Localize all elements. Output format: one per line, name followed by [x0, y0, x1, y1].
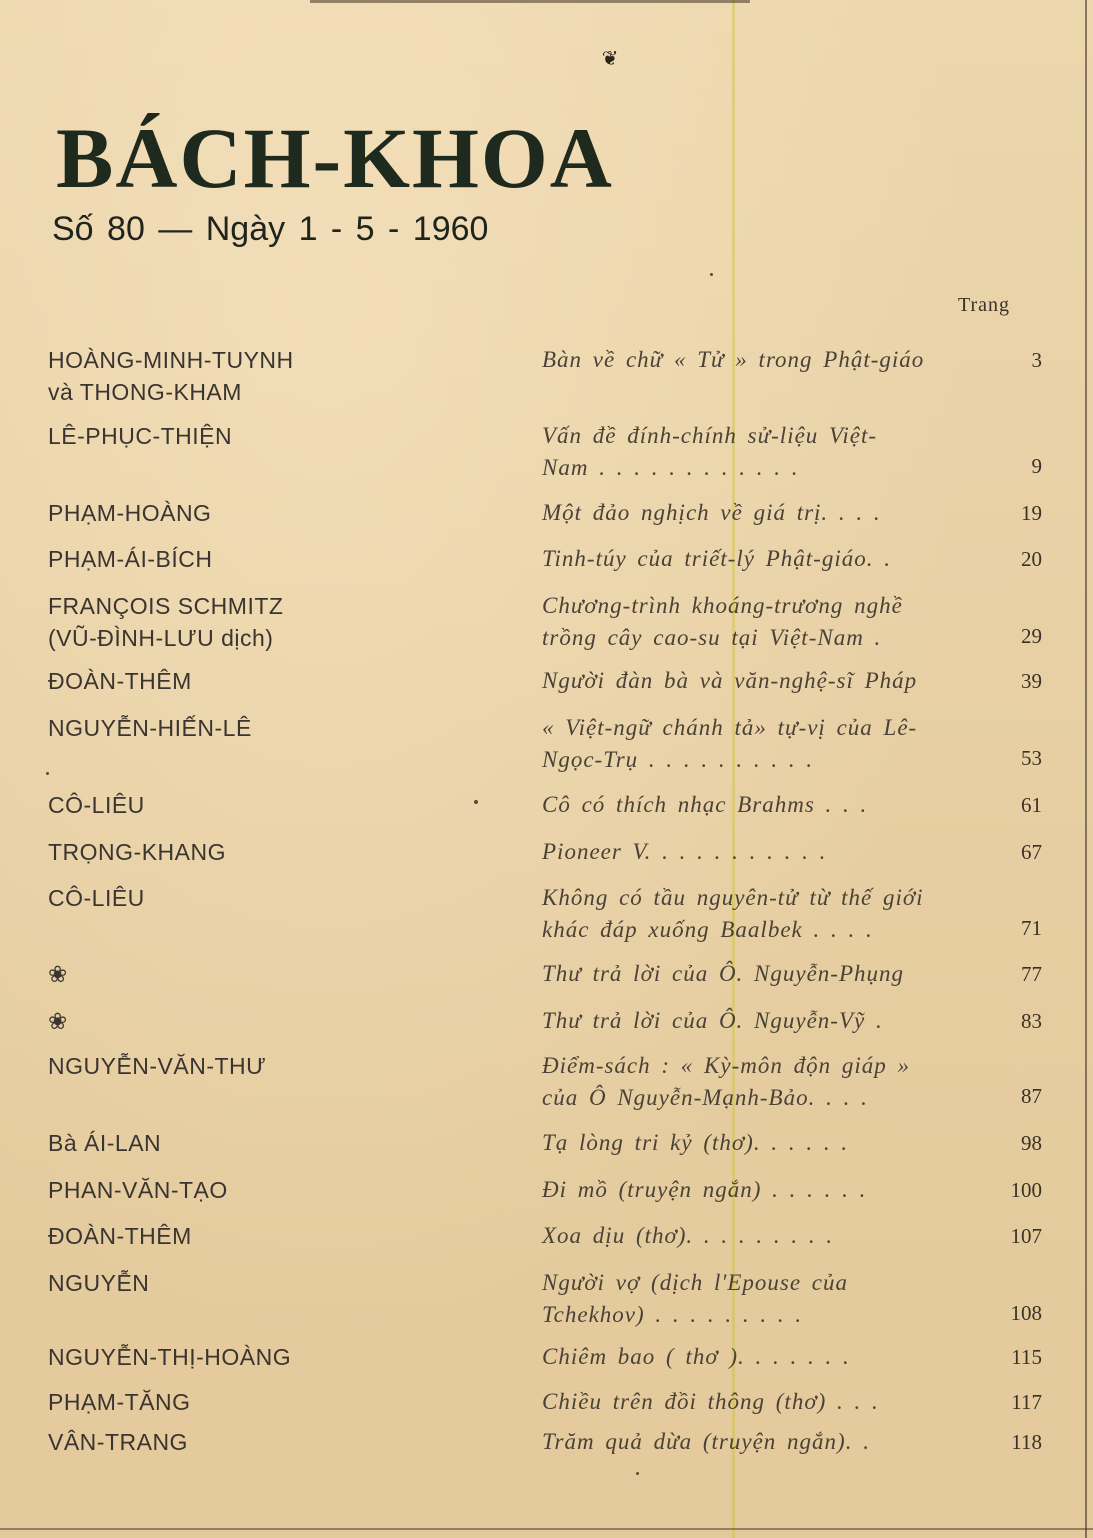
- toc-author: [48, 1386, 488, 1418]
- toc-row: [0, 543, 1093, 591]
- toc-article-title: [542, 420, 982, 484]
- toc-author: [48, 958, 488, 990]
- toc-row: [0, 712, 1093, 772]
- paper-speck: [474, 800, 478, 804]
- toc-title-line1: Người vợ (dịch l'Epouse của: [542, 1270, 849, 1295]
- toc-article-title: [542, 1386, 982, 1418]
- header-ornament-icon: ❦: [601, 46, 619, 70]
- toc-author-line1: HOÀNG-MINH-TUYNH: [48, 347, 294, 373]
- toc-author-line2: (VŨ-ĐÌNH-LƯU dịch): [48, 625, 274, 651]
- paper-speck: [46, 772, 49, 775]
- toc-page-number: 107: [1010, 1224, 1042, 1248]
- toc-author: [48, 590, 488, 654]
- toc-author: [48, 836, 488, 868]
- toc-row: [0, 665, 1093, 713]
- toc-author-line1: PHẠM-TĂNG: [48, 1389, 191, 1415]
- toc-article-title: [542, 882, 982, 946]
- toc-row: [0, 1050, 1093, 1110]
- toc-page-number: 100: [1010, 1178, 1042, 1202]
- toc-author: [48, 882, 488, 914]
- toc-page-number: 98: [1021, 1131, 1042, 1155]
- toc-author-line1: Bà ÁI-LAN: [48, 1130, 162, 1156]
- toc-author: [48, 543, 488, 575]
- toc-author-line1: NGUYỄN: [48, 1270, 150, 1296]
- toc-author-line1: LÊ-PHỤC-THIỆN: [48, 423, 233, 449]
- toc-title-line1: « Việt-ngữ chánh tả» tự-vị của Lê-: [542, 715, 918, 740]
- toc-row: [0, 789, 1093, 837]
- toc-row: [0, 836, 1093, 884]
- toc-page-number: 61: [1021, 793, 1042, 817]
- toc-page-number: 117: [1011, 1390, 1042, 1414]
- toc-author-line1: FRANÇOIS SCHMITZ: [48, 593, 284, 619]
- toc-author-line1: TRỌNG-KHANG: [48, 839, 226, 865]
- toc-author: [48, 1050, 488, 1082]
- toc-page-number: 77: [1021, 962, 1042, 986]
- toc-author-line1: CÔ-LIÊU: [48, 792, 145, 818]
- toc-article-title: [542, 958, 982, 990]
- toc-author: [48, 1127, 488, 1159]
- toc-article-title: [542, 1341, 982, 1373]
- toc-author-line1: NGUYỄN-THỊ-HOÀNG: [48, 1344, 292, 1370]
- toc-author: [48, 1220, 488, 1252]
- paper-speck: [710, 273, 713, 276]
- toc-article-title: [542, 665, 982, 697]
- issue-line: Số 80 — Ngày 1 - 5 - 1960: [52, 210, 489, 248]
- paper-speck: [636, 1472, 639, 1475]
- toc-author-line1: ❀: [48, 1008, 68, 1034]
- toc-author-line1: PHAN-VĂN-TẠO: [48, 1177, 228, 1203]
- toc-author: [48, 497, 488, 529]
- toc-row: [0, 344, 1093, 405]
- toc-article-title: [542, 712, 982, 776]
- toc-page-number: 29: [1021, 624, 1042, 648]
- toc-author-line1: VÂN-TRANG: [48, 1429, 188, 1455]
- toc-article-title: [542, 1220, 982, 1252]
- toc-row: [0, 882, 1093, 942]
- magazine-title: BÁCH-KHOA: [56, 110, 614, 206]
- toc-title-line1: Đi mồ (truyện ngắn) . . . . . .: [542, 1177, 867, 1202]
- toc-author-line2: và THONG-KHAM: [48, 379, 242, 405]
- toc-title-line2: Tchekhov) . . . . . . . . .: [542, 1302, 803, 1327]
- toc-page-number: 67: [1021, 840, 1042, 864]
- toc-page-number: 9: [1031, 454, 1042, 478]
- toc-page-number: 53: [1021, 746, 1042, 770]
- toc-page-number: 87: [1021, 1084, 1042, 1108]
- toc-author: [48, 1174, 488, 1206]
- toc-author-line1: ĐOÀN-THÊM: [48, 1223, 192, 1249]
- toc-title-line1: Thư trả lời của Ô. Nguyễn-Phụng: [542, 961, 905, 986]
- toc-article-title: [542, 1127, 982, 1159]
- toc-title-line1: Trăm quả dừa (truyện ngắn). .: [542, 1429, 870, 1454]
- toc-row: [0, 1220, 1093, 1268]
- toc-article-title: [542, 1174, 982, 1206]
- toc-author: [48, 712, 488, 744]
- toc-title-line1: Chiêm bao ( thơ ). . . . . . .: [542, 1344, 850, 1369]
- toc-title-line1: Thư trả lời của Ô. Nguyễn-Vỹ .: [542, 1008, 883, 1033]
- toc-article-title: [542, 1267, 982, 1331]
- toc-row: [0, 1127, 1093, 1175]
- toc-article-title: [542, 1050, 982, 1114]
- toc-author: [48, 1267, 488, 1299]
- toc-author: [48, 1005, 488, 1037]
- page-column-label: Trang: [958, 294, 1011, 316]
- toc-title-line1: Chương-trình khoáng-trương nghề: [542, 593, 903, 618]
- toc-title-line1: Tinh-túy của triết-lý Phật-giáo. .: [542, 546, 891, 571]
- toc-page-number: 108: [1010, 1301, 1042, 1325]
- toc-title-line1: Pioneer V. . . . . . . . . . .: [542, 839, 827, 864]
- toc-row: [0, 1174, 1093, 1222]
- toc-title-line2: trồng cây cao-su tại Việt-Nam .: [542, 625, 882, 650]
- toc-title-line1: Vấn đề đính-chính sử-liệu Việt-: [542, 423, 878, 448]
- toc-row: [0, 420, 1093, 480]
- toc-row: [0, 1426, 1093, 1474]
- toc-row: [0, 958, 1093, 1006]
- toc-author-line1: NGUYỄN-VĂN-THƯ: [48, 1053, 267, 1079]
- toc-article-title: [542, 836, 982, 868]
- toc-title-line1: Người đàn bà và văn-nghệ-sĩ Pháp: [542, 668, 918, 693]
- toc-title-line2: Nam . . . . . . . . . . . .: [542, 455, 799, 480]
- toc-author: [48, 344, 488, 408]
- toc-title-line1: Cô có thích nhạc Brahms . . .: [542, 792, 868, 817]
- toc-row: [0, 1341, 1093, 1389]
- toc-page-number: 71: [1021, 916, 1042, 940]
- toc-page-number: 39: [1021, 669, 1042, 693]
- toc-article-title: [542, 543, 982, 575]
- toc-author-line1: NGUYỄN-HIẾN-LÊ: [48, 715, 252, 741]
- toc-author-line1: ❀: [48, 961, 68, 987]
- toc-author: [48, 1341, 488, 1373]
- toc-title-line2: của Ô Nguyễn-Mạnh-Bảo. . . .: [542, 1085, 868, 1110]
- toc-title-line1: Một đảo nghịch về giá trị. . . .: [542, 500, 881, 525]
- toc-author-line1: PHẠM-ÁI-BÍCH: [48, 546, 213, 572]
- toc-article-title: [542, 1426, 982, 1458]
- toc-page-number: 115: [1011, 1345, 1042, 1369]
- toc-author: [48, 789, 488, 821]
- toc-page-number: 19: [1021, 501, 1042, 525]
- toc-title-line1: Chiều trên đồi thông (thơ) . . .: [542, 1389, 879, 1414]
- toc-author-line1: PHẠM-HOÀNG: [48, 500, 212, 526]
- toc-author-line1: ĐOÀN-THÊM: [48, 668, 192, 694]
- toc-title-line1: Tạ lòng tri kỷ (thơ). . . . . .: [542, 1130, 849, 1155]
- toc-article-title: [542, 497, 982, 529]
- toc-article-title: [542, 344, 982, 376]
- toc-article-title: [542, 1005, 982, 1037]
- toc-row: [0, 590, 1093, 651]
- toc-title-line2: Ngọc-Trụ . . . . . . . . . .: [542, 747, 814, 772]
- toc-page-number: 3: [1031, 348, 1042, 372]
- toc-title-line1: Bàn về chữ « Tử » trong Phật-giáo: [542, 347, 925, 372]
- toc-page-number: 20: [1021, 547, 1042, 571]
- toc-title-line1: Xoa dịu (thơ). . . . . . . . .: [542, 1223, 834, 1248]
- toc-title-line2: khác đáp xuống Baalbek . . . .: [542, 917, 873, 942]
- toc-row: [0, 1005, 1093, 1053]
- toc-row: [0, 497, 1093, 545]
- toc-author: [48, 1426, 488, 1458]
- toc-article-title: [542, 789, 982, 821]
- toc-title-line1: Điểm-sách : « Kỳ-môn độn giáp »: [542, 1053, 911, 1078]
- toc-article-title: [542, 590, 982, 654]
- toc-author: [48, 420, 488, 452]
- toc-page-number: 83: [1021, 1009, 1042, 1033]
- toc-author: [48, 665, 488, 697]
- toc-author-line1: CÔ-LIÊU: [48, 885, 145, 911]
- toc-row: [0, 1267, 1093, 1327]
- toc-title-line1: Không có tầu nguyên-tử từ thế giới: [542, 885, 924, 910]
- toc-page-number: 118: [1011, 1430, 1042, 1454]
